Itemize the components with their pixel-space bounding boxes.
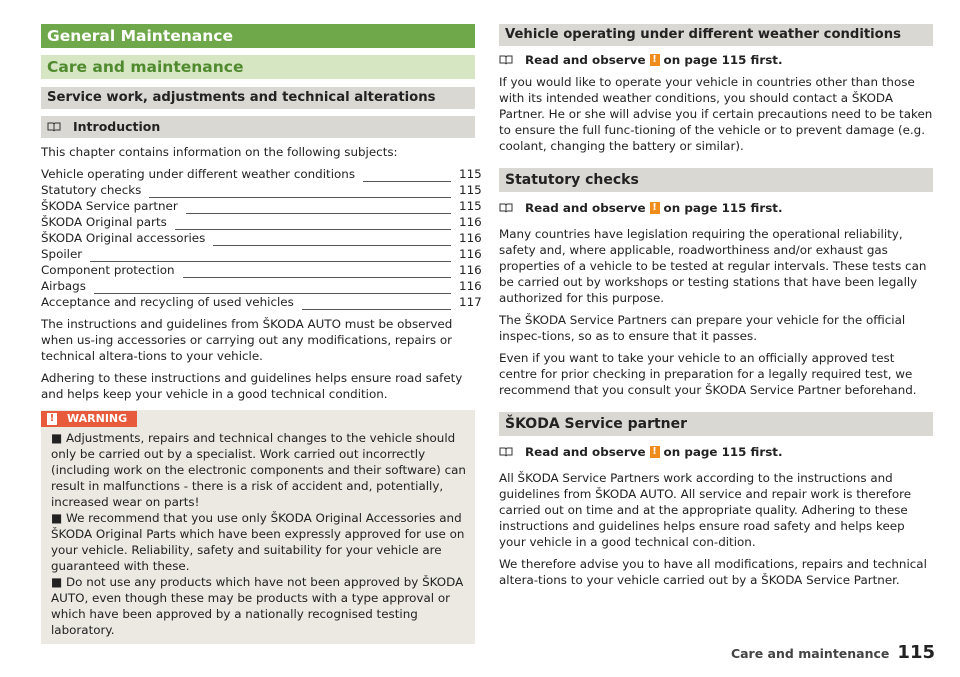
warning-label: WARNING [67, 412, 128, 425]
introduction-heading [41, 116, 475, 138]
statutory-section-title: Statutory checks [499, 168, 933, 192]
toc-item[interactable]: Component protection 116 [41, 263, 482, 277]
book-icon [499, 447, 513, 457]
read-observe-note: Read and observe ! on page 115 first. [499, 200, 933, 216]
toc-item[interactable]: ŠKODA Original parts 116 [41, 215, 482, 229]
partner-section-title: ŠKODA Service partner [499, 412, 933, 436]
page-number: 115 [897, 642, 935, 663]
toc-intro: This chapter contains information on the following subjects: [41, 145, 398, 159]
left-column [41, 24, 482, 644]
read-observe-note: Read and observe ! on page 115 first. [499, 444, 933, 460]
warning-item: ■ Do not use any products which have not been approved by ŠKODA AUTO, even though these may be products with a type approval or which have been approved by a nationally recognised testing laboratory. [51, 575, 464, 637]
warning-item: ■ Adjustments, repairs and technical changes to the vehicle should only be carried out by a specialist. Work carried out incorrectly (including work on the electronic components and their software) can result in malfunctions - there is a risk of accident and, potentially, increased wear on parts! [51, 431, 466, 509]
warning-ref-icon[interactable]: ! [650, 446, 660, 458]
warning-box [41, 410, 475, 644]
warning-ref-icon[interactable]: ! [650, 202, 660, 214]
read-observe-note: Read and observe ! on page 115 first. [499, 52, 933, 68]
introduction-label: Introduction [73, 119, 161, 134]
intro-paragraph: Adhering to these instructions and guidelines helps ensure road safety and helps keep your vehicle in a good technical condition. [41, 371, 463, 401]
footer-section: Care and maintenance [730, 646, 890, 661]
subsection-title: Service work, adjustments and technical alterations [41, 87, 475, 109]
book-icon [47, 122, 61, 132]
toc-item[interactable]: ŠKODA Service partner 115 [41, 199, 482, 213]
toc-item[interactable]: Spoiler 116 [41, 247, 482, 261]
weather-section-title: Vehicle operating under different weather conditions [499, 24, 933, 46]
toc-item[interactable]: Statutory checks 115 [41, 183, 482, 197]
book-icon [499, 203, 513, 213]
toc-item[interactable]: ŠKODA Original accessories 116 [41, 231, 482, 245]
statutory-paragraph: Even if you want to take your vehicle to an officially approved test centre for prior checking in preparation for a legally required test, we recommend that you consult your ŠKODA Service Partner beforehand. [499, 351, 917, 397]
weather-paragraph: If you would like to operate your vehicle in countries other than those with its intended weather conditions, you should contact a ŠKODA Partner. He or she will advise you if certain precautions need to be taken to ensure the full func-tioning of the vehicle or to prevent damage (e.g. coolant, changing the battery or similar). [499, 75, 933, 153]
section-title: Care and maintenance [41, 55, 475, 79]
statutory-paragraph: Many countries have legislation requiring the operational reliability, safety and, where applicable, roadworthiness and/or exhaust gas properties of a vehicle to be tested at regular intervals. These tests can be carried out by workshops or testing stations that have been legally authorized for this purpose. [499, 227, 927, 305]
partner-paragraph: We therefore advise you to have all modifications, repairs and technical altera-tions to your vehicle carried out by a ŠKODA Service Partner. [499, 557, 927, 587]
book-icon [499, 55, 513, 65]
warning-tag [41, 411, 137, 427]
chapter-title: General Maintenance [41, 24, 475, 48]
exclamation-icon: ! [47, 413, 57, 425]
partner-paragraph: All ŠKODA Service Partners work according to the instructions and guidelines from ŠKODA AUTO. All service and repair work is therefore carried out on time and at the appropriate quality. Adhering to these instructions and guidelines helps ensure road safety and helps keep your vehicle in a good technical con-dition. [499, 471, 912, 549]
warning-item: ■ We recommend that you use only ŠKODA Original Accessories and ŠKODA Original Parts which have been expressly approved for use on your vehicle. Reliability, safety and suitability for your vehicle are guaranteed with these. [51, 511, 465, 573]
toc-item[interactable]: Vehicle operating under different weather conditions 115 [41, 167, 482, 181]
right-column [499, 24, 933, 588]
statutory-paragraph: The ŠKODA Service Partners can prepare your vehicle for the official inspec-tions, so as to ensure that it passes. [499, 313, 906, 343]
intro-paragraph: The instructions and guidelines from ŠKODA AUTO must be observed when us-ing accessories or carrying out any modifications, repairs or technical altera-tions to your vehicle. [41, 317, 453, 363]
toc-item[interactable]: Acceptance and recycling of used vehicles 117 [41, 295, 482, 309]
warning-ref-icon[interactable]: ! [650, 54, 660, 66]
page-footer [731, 642, 935, 663]
toc-item[interactable]: Airbags 116 [41, 279, 482, 293]
table-of-contents [41, 166, 482, 310]
